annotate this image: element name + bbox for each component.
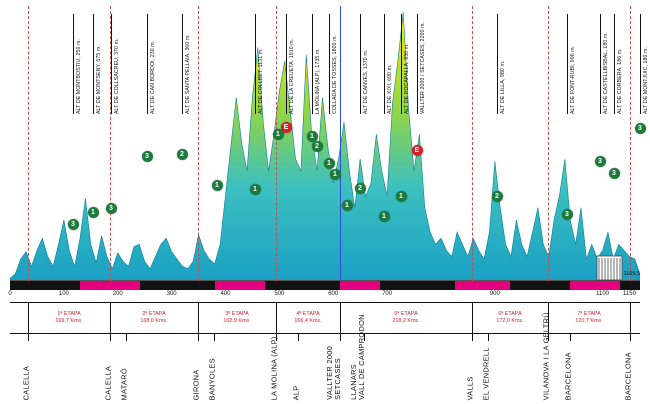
axis-tick-label: 500 [274,291,285,297]
climb-category-badge: 1 [379,211,390,222]
stage-separator [198,6,199,281]
city-label: BANYOLES [207,357,217,400]
axis-tick-label: 200 [112,291,123,297]
stage-divider [340,303,341,333]
axis-segment [215,281,265,290]
axis-segment [455,281,510,290]
stage-distance: 162,9 Kms. [223,318,251,324]
city-tick [110,334,111,341]
climb-leader-line [312,14,313,114]
climb-leader-line [401,14,402,114]
climb-category-badge: 3 [595,156,606,167]
stage-distance: 120,7 Kms. [575,318,603,324]
stage-divider [28,303,29,333]
axis-segment [80,281,140,290]
axis-segment [340,281,380,290]
axis-tick-label: 600 [328,291,339,297]
city-label: VALLS [465,376,475,400]
climb-category-badge: 3 [562,209,573,220]
stage-cell [110,303,198,333]
climb-leader-line [600,14,601,114]
stage-separator [630,6,631,281]
axis-tick-label: 1100 [596,291,609,297]
climb-label: ALT DE MONTJUIC, 180 m. [643,47,650,114]
axis-segment [620,281,640,290]
climb-leader-line [360,14,361,114]
climb-category-badge: 1 [250,184,261,195]
climb-label: ALT DE POCAPALLA, 930 m. [404,43,411,114]
stage-divider [472,303,473,333]
city-tick [214,334,215,341]
city-label: MATARÓ [119,367,129,400]
axis-segment [10,281,80,290]
axis-segment [380,281,455,290]
stage-label: 4ª ETAPA [296,311,320,317]
stage-divider [110,303,111,333]
stage-label: 6ª ETAPA [498,311,522,317]
city-label: CALELLA [21,365,31,400]
climb-category-badge: 2 [312,141,323,152]
climb-label: ALT DE COLLBET, 1131 m. [258,48,265,114]
stage-distance: 166,4 Kms. [294,318,322,324]
stage-distance: 218,2 Kms. [392,318,420,324]
city-label: BARCELONA [623,351,633,400]
city-label: VALLTER 2000 SETCASES [325,346,343,400]
climb-leader-line [73,14,74,114]
stage-label: 5ª ETAPA [394,311,418,317]
stage-cell [28,303,110,333]
climb-label: ALT DE MONTSENY, 675 m. [96,45,103,114]
climb-category-badge: 2 [355,183,366,194]
climb-category-badge: E [412,145,423,156]
climb-category-badge: 3 [609,168,620,179]
climb-category-badge: 3 [68,219,79,230]
city-label: ALP [291,385,301,400]
stage-cell [548,303,630,333]
climb-leader-line [640,14,641,114]
axis-segment [265,281,340,290]
city-tick [472,334,473,341]
city-tick [630,334,631,341]
axis-tick-label: 700 [382,291,393,297]
climb-label: ALT DE CANVES, 1370 m. [363,49,370,114]
distance-axis-ticks [10,291,640,300]
city-tick [28,334,29,341]
city-tick [340,334,341,341]
climb-leader-line [182,14,183,114]
climb-leader-line [255,14,256,114]
stage-label: 7ª ETAPA [577,311,601,317]
distance-axis-bar [10,271,640,291]
climb-category-badge: 3 [142,151,153,162]
climb-leader-line [93,14,94,114]
climb-label: ALT DE XIXI, 690 m. [387,64,394,114]
climb-leader-line [147,14,148,114]
climb-category-badge: 1 [307,131,318,142]
climb-category-badge: 1 [212,180,223,191]
climb-category-badge: 3 [635,123,646,134]
stage-divider [630,303,631,333]
climb-label: ALT DE MONTBOSTIU, 250 m. [76,39,83,114]
city-tick [570,334,571,341]
climb-label: ALT DE CAN BORDOI, 230 m. [150,40,157,114]
climb-label: ALT DE SANTA PELLAIA, 360 m. [185,34,192,114]
city-label: LLANARS VALL DE CAMPRODON [349,314,367,400]
stage-separator-highlight [340,6,341,281]
city-label: CALELLA [103,365,113,400]
axis-tick-label: 300 [166,291,177,297]
stage-label: 1ª ETAPA [57,311,81,317]
city-tick [198,334,199,341]
stage-cell [472,303,548,333]
climb-leader-line [111,14,112,114]
climb-label: ALT DE LILLA, 980 m. [500,60,507,114]
stage-divider [198,303,199,333]
city-label: LA MOLINA (ALP) [269,335,279,400]
stage-distance: 168,0 Kms. [140,318,168,324]
profile-svg [10,6,640,281]
city-tick [488,334,489,341]
climb-category-badge: 1 [396,191,407,202]
stage-cell [276,303,340,333]
climb-leader-line [614,14,615,114]
stage-separator [548,6,549,281]
climb-category-badge: 3 [106,203,117,214]
climb-category-badge: 1 [273,129,284,140]
axis-tick-label: 1150 [623,291,636,297]
axis-segment [510,281,570,290]
city-tick [126,334,127,341]
climb-leader-line [567,14,568,114]
climb-label: ALT DE CORBERA, 186 m. [617,48,624,114]
stage-label: 3ª ETAPA [225,311,249,317]
axis-tick-label: 0 [8,291,12,297]
axis-segment [140,281,215,290]
city-label: EL VENDRELL [481,346,491,400]
climb-label: VALLTER 2000 / SETCASES, 2200 m. [420,21,427,114]
climb-leader-line [497,14,498,114]
finale-hatch [597,256,622,280]
stage-label: 2ª ETAPA [142,311,166,317]
stage-distance: 172,0 Kms. [496,318,524,324]
axis-tick-label: 900 [489,291,500,297]
city-label: GIRONA [191,369,201,400]
stage-distance: 169,7 Kms. [55,318,83,324]
stage-cell [198,303,276,333]
climb-label: LA MOLINA (ALP), 1735 m. [315,48,322,114]
climb-category-badge: 1 [330,169,341,180]
climb-category-badge: 1 [324,158,335,169]
city-tick [298,334,299,341]
climb-label: ALT DE LA CREUETA, 1910 m. [289,38,296,114]
stage-separator [28,6,29,281]
city-label: BARCELONA [563,351,573,400]
climb-label: ALT DE CASTELLBISBAL, 180 m. [603,32,610,114]
climb-category-badge: 1 [342,200,353,211]
climb-category-badge: 1 [88,207,99,218]
climb-category-badge: E [281,122,292,133]
climb-label: ALT DE FONT-RUBÍ, 996 m. [570,45,577,114]
climb-label: COLLADA DE TOSSES, 1800 m. [332,34,339,114]
axis-tick-label: 100 [58,291,69,297]
climb-leader-line [417,14,418,114]
climb-leader-line [384,14,385,114]
stage-separator [276,6,277,281]
climb-leader-line [329,14,330,114]
stage-separator [472,6,473,281]
axis-segment [570,281,620,290]
axis-tick-label: 400 [220,291,231,297]
axis-end-label: 1169,5 [623,271,640,277]
climb-category-badge: 2 [492,191,503,202]
profile-area-path [10,12,640,281]
climb-leader-line [286,14,287,114]
stage-divider [276,303,277,333]
climb-category-badge: 2 [177,149,188,160]
city-label: VILANOVA I LA GELTRÚ [541,311,551,400]
climb-label: ALT DE COLLSACREU, 370 m. [114,38,121,114]
profile-plot-area [10,6,650,281]
